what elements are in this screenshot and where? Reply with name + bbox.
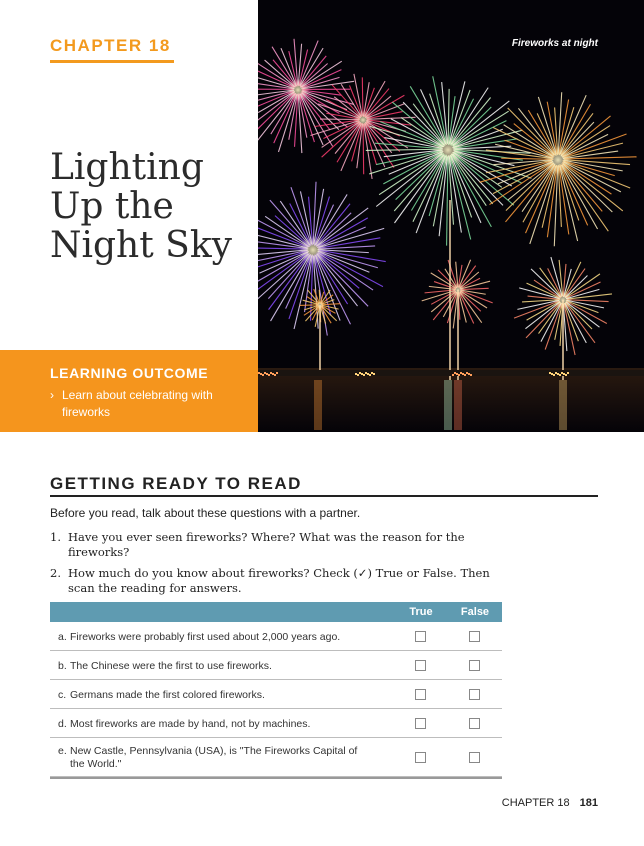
chapter-title-line: Lighting — [50, 147, 204, 188]
chapter-label: CHAPTER 18 — [50, 36, 171, 55]
statement — [58, 745, 378, 771]
firework-burst — [479, 92, 636, 246]
firework-core — [287, 79, 309, 101]
statement-letter: e. — [58, 745, 67, 757]
true-checkbox[interactable] — [415, 631, 426, 642]
true-false-table — [50, 602, 502, 779]
firework-streak — [526, 165, 556, 233]
learning-outcome-heading: LEARNING OUTCOME — [50, 365, 209, 381]
statement-letter: a. — [58, 631, 67, 643]
shore-light — [559, 374, 561, 376]
shore-light — [567, 372, 569, 374]
shoreline — [258, 370, 644, 376]
firework-streak — [302, 92, 348, 127]
learning-outcome-text: Learn about celebrating with fireworks — [62, 388, 213, 419]
firework-streak — [558, 92, 561, 154]
shore-light — [460, 372, 462, 374]
firework-streak — [493, 162, 553, 194]
water-reflection-streak — [314, 380, 322, 430]
shore-light — [557, 373, 559, 375]
shore-light — [470, 374, 472, 376]
table-bottom-rule — [50, 777, 502, 779]
shore-light — [262, 374, 264, 376]
shore-light — [458, 374, 460, 376]
shore-light — [553, 374, 555, 376]
firework-streak — [299, 305, 318, 306]
question-text: How much do you know about fireworks? Check (✓) True or False. Then scan the reading for answers. — [68, 566, 490, 595]
table-row — [50, 738, 502, 777]
chapter-title-line: Night Sky — [50, 225, 232, 266]
statement-letter: d. — [58, 718, 67, 730]
firework-streak — [563, 134, 626, 157]
page-footer — [502, 797, 598, 809]
section-intro: Before you read, talk about these questions with a partner. — [50, 506, 361, 520]
firework-streak — [363, 124, 364, 174]
question-number: 2. — [50, 566, 61, 580]
shore-light — [264, 372, 266, 374]
firework-streak — [564, 262, 580, 297]
statement — [58, 660, 378, 673]
statement-text: The Chinese were the first to use fireworks. — [70, 660, 272, 672]
question-1 — [50, 530, 500, 560]
fireworks-illustration — [258, 0, 644, 432]
firework-core — [543, 145, 573, 175]
shore-light — [369, 374, 371, 376]
shore-light — [464, 374, 466, 376]
shore-light — [365, 372, 367, 374]
question-2 — [50, 566, 500, 596]
question-number: 1. — [50, 530, 61, 544]
shore-light — [555, 372, 557, 374]
learning-outcome-item — [50, 387, 250, 421]
shore-light — [456, 373, 458, 375]
true-checkbox[interactable] — [415, 718, 426, 729]
shore-light — [355, 373, 357, 375]
false-checkbox[interactable] — [469, 718, 480, 729]
firework-burst — [258, 39, 354, 153]
water-reflection-streak — [559, 380, 567, 430]
true-checkbox[interactable] — [415, 660, 426, 671]
fireworks-photo — [258, 0, 644, 432]
statement-letter: c. — [58, 689, 67, 701]
footer-chapter: CHAPTER 18 — [501, 797, 570, 809]
firework-streak — [563, 162, 621, 192]
statement — [58, 631, 378, 644]
false-checkbox[interactable] — [469, 689, 480, 700]
table-header — [50, 602, 502, 622]
shore-light — [367, 373, 369, 375]
shore-light — [561, 372, 563, 374]
learning-outcome-box — [0, 350, 258, 432]
firework-streak — [258, 254, 308, 306]
false-checkbox[interactable] — [469, 660, 480, 671]
column-false: False — [460, 606, 490, 618]
shore-light — [373, 373, 375, 375]
shore-light — [565, 374, 567, 376]
false-checkbox[interactable] — [469, 631, 480, 642]
shore-light — [468, 373, 470, 375]
shore-light — [272, 373, 274, 375]
firework-streak — [514, 301, 559, 318]
firework-core — [432, 134, 464, 166]
shore-light — [268, 374, 270, 376]
shore-light — [357, 374, 359, 376]
chevron-right-icon: › — [50, 388, 54, 402]
shore-light — [462, 373, 464, 375]
shore-light — [563, 373, 565, 375]
firework-streak — [461, 281, 490, 289]
section-heading: GETTING READY TO READ — [50, 474, 302, 493]
question-text: Have you ever seen fireworks? Where? What was the reason for the fireworks? — [68, 530, 465, 559]
true-checkbox[interactable] — [415, 752, 426, 763]
firework-streak — [526, 303, 560, 338]
firework-streak — [394, 154, 443, 211]
shore-light — [359, 372, 361, 374]
firework-streak — [302, 81, 354, 88]
shore-light — [363, 374, 365, 376]
shore-light — [551, 373, 553, 375]
statement-letter: b. — [58, 660, 67, 672]
firework-streak — [554, 166, 557, 246]
table-row — [50, 709, 502, 738]
chapter-label-underline — [50, 60, 174, 63]
column-true: True — [409, 606, 433, 618]
firework-streak — [322, 304, 341, 305]
firework-streak — [315, 120, 360, 126]
shore-light — [258, 372, 260, 374]
photo-caption: Fireworks at night — [511, 38, 598, 49]
shore-light — [466, 372, 468, 374]
table-row — [50, 680, 502, 709]
firework-streak — [365, 81, 385, 116]
page-number: 181 — [579, 797, 598, 809]
statement-text: Fireworks were probably first used about 2,000 years ago. — [70, 631, 341, 643]
shore-light — [274, 374, 276, 376]
firework-core — [299, 236, 328, 265]
statement-text: New Castle, Pennsylvania (USA), is "The Fireworks Capital of the World." — [70, 745, 358, 770]
shore-light — [549, 372, 551, 374]
firework-streak — [447, 157, 448, 246]
shore-light — [371, 372, 373, 374]
true-checkbox[interactable] — [415, 689, 426, 700]
statement — [58, 689, 378, 702]
shore-light — [276, 372, 278, 374]
chapter-title — [50, 148, 250, 265]
firework-streak — [563, 163, 623, 211]
shore-light — [260, 373, 262, 375]
shore-light — [266, 373, 268, 375]
statement-text: Germans made the first colored fireworks. — [70, 689, 265, 701]
statement — [58, 718, 378, 731]
water-reflection-streak — [454, 380, 462, 430]
firework-streak — [545, 304, 561, 350]
table-row — [50, 651, 502, 680]
table-row — [50, 622, 502, 651]
water-reflection-streak — [444, 380, 452, 430]
section-rule — [50, 495, 598, 497]
shore-light — [270, 372, 272, 374]
false-checkbox[interactable] — [469, 752, 480, 763]
shore-light — [361, 373, 363, 375]
firework-streak — [562, 165, 608, 231]
firework-streak — [354, 74, 362, 116]
shore-light — [452, 374, 454, 376]
statement-text: Most fireworks are made by hand, not by machines. — [70, 718, 311, 730]
shore-light — [454, 372, 456, 374]
chapter-title-line: Up the — [50, 186, 174, 227]
